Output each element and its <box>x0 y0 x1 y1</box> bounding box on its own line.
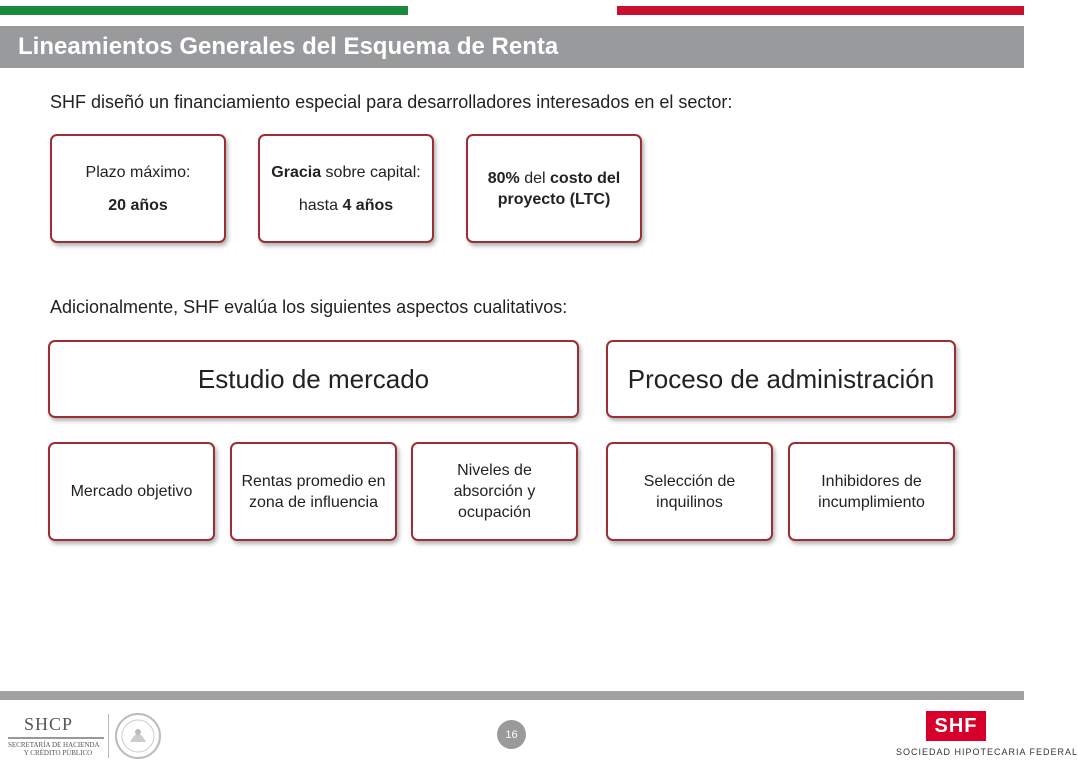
shf-name: SOCIEDAD HIPOTECARIA FEDERAL <box>896 747 1078 757</box>
page-title: Lineamientos Generales del Esquema de Renta <box>18 33 559 60</box>
top-green-bar <box>0 6 408 15</box>
card-inhibidores-incumplimiento <box>788 442 955 541</box>
plazo-value: 20 años <box>108 196 168 214</box>
card-gracia-capital <box>258 134 434 243</box>
plazo-label: Plazo máximo: <box>85 163 191 181</box>
item-label: Inhibidores de incumplimiento <box>818 472 925 511</box>
footer-band <box>0 691 1024 700</box>
card-niveles-absorcion <box>411 442 578 541</box>
title-band <box>0 26 1024 68</box>
item-label: Selección de inquilinos <box>643 472 736 511</box>
estudio-title: Estudio de mercado <box>197 363 430 394</box>
card-proceso-administracion <box>606 340 956 418</box>
gracia-rest: sobre capital: <box>321 163 421 181</box>
shcp-rule <box>8 737 104 739</box>
item-label: Mercado objetivo <box>70 483 193 500</box>
card-seleccion-inquilinos <box>606 442 773 541</box>
card-mercado-objetivo <box>48 442 215 541</box>
shf-logo: SHF <box>926 711 986 741</box>
card-rentas-promedio <box>230 442 397 541</box>
card-estudio-mercado <box>48 340 579 418</box>
top-red-bar <box>617 6 1024 15</box>
intro-text-financing: SHF diseñó un financiamiento especial para desarrolladores interesados en el sector: <box>50 92 733 112</box>
mexican-seal-icon <box>114 712 162 760</box>
intro-text-aspects: Adicionalmente, SHF evalúa los siguientes aspectos cualitativos: <box>50 297 568 317</box>
shcp-subtitle-2: Y CRÉDITO PÚBLICO <box>23 749 93 757</box>
card-ltc <box>466 134 642 243</box>
gracia-prefix: hasta <box>298 196 343 214</box>
item-label: Rentas promedio en zona de influencia <box>241 472 386 511</box>
ltc-bold: costo del proyecto (LTC) <box>497 169 621 208</box>
item-label: Niveles de absorción y ocupación <box>453 462 536 521</box>
gracia-bold: Gracia <box>271 163 322 181</box>
ltc-pct: 80% <box>487 169 520 187</box>
shcp-logo <box>8 714 108 757</box>
ltc-mid: del <box>519 169 551 187</box>
card-plazo-maximo <box>50 134 226 243</box>
gracia-value: 4 años <box>342 196 394 214</box>
shcp-subtitle-1: SECRETARÍA DE HACIENDA <box>8 741 100 749</box>
proceso-title: Proceso de administración <box>627 363 935 394</box>
page-number-badge: 16 <box>497 720 526 749</box>
footer-divider <box>108 714 109 758</box>
shcp-wordmark: SHCP <box>24 714 74 734</box>
